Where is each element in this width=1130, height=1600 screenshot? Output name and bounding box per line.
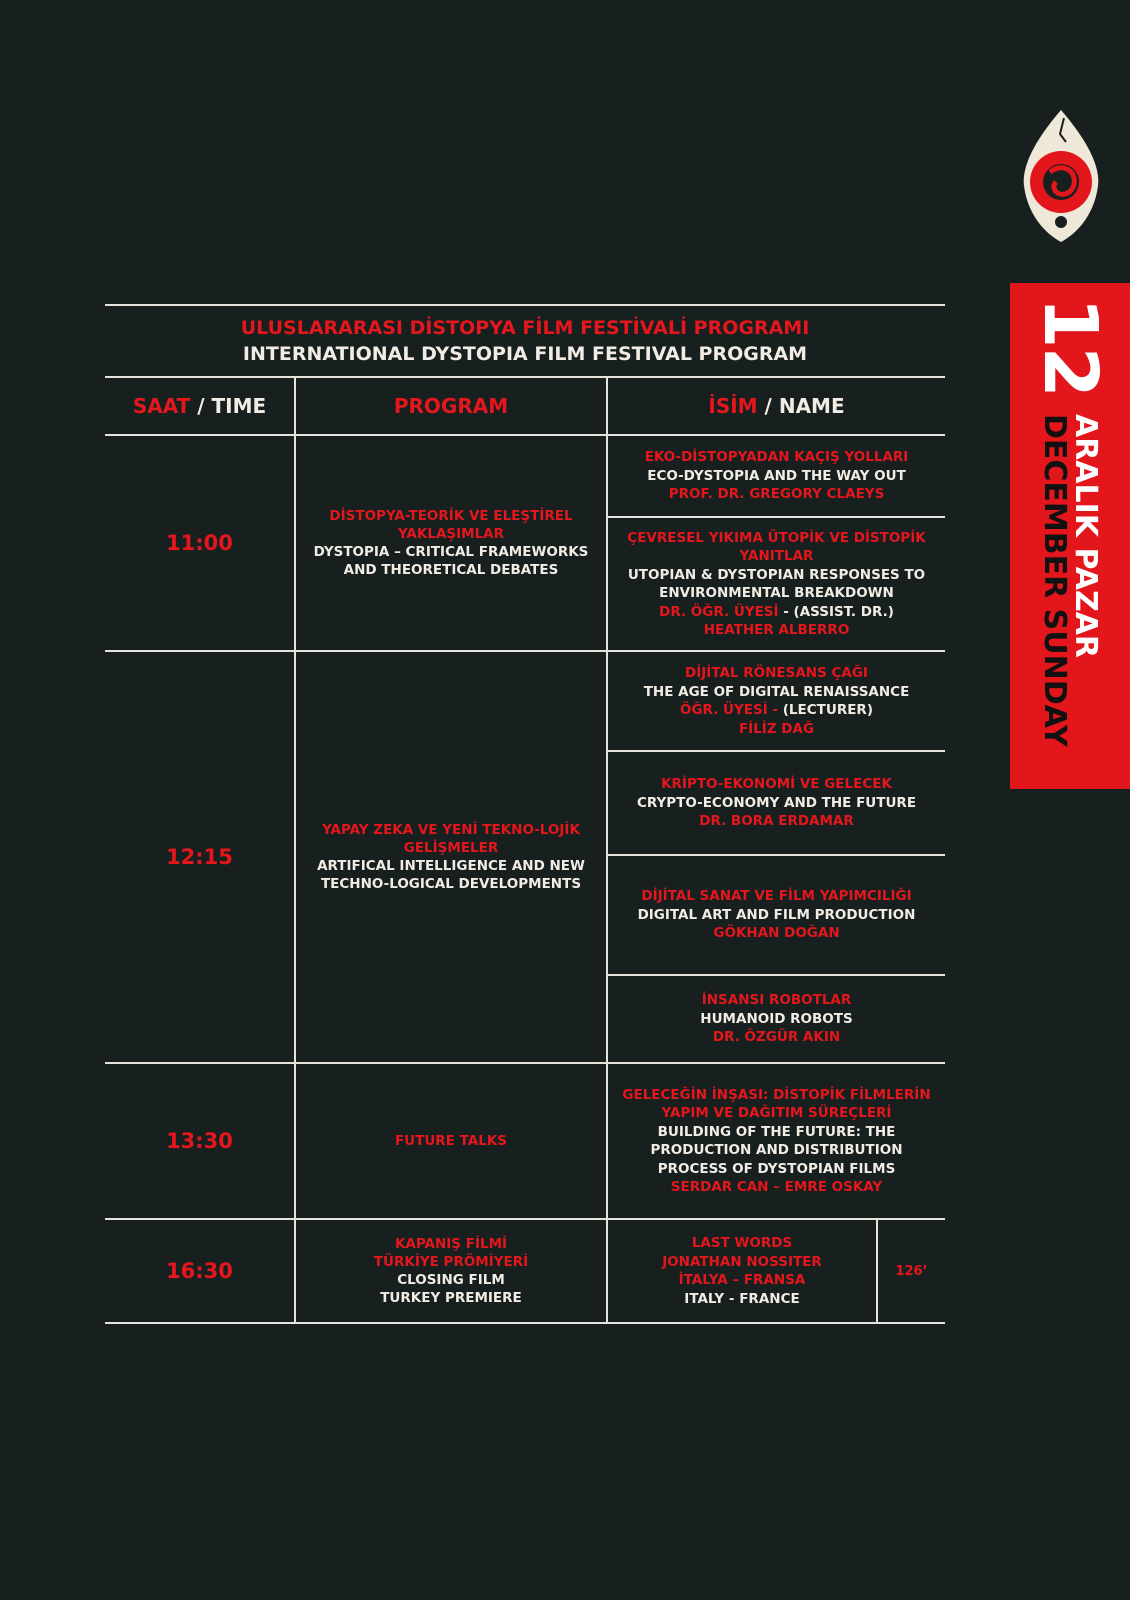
speaker-name: HEATHER ALBERRO xyxy=(703,622,850,638)
speaker-title-en: (LECTURER) xyxy=(778,702,874,718)
talk-title-en: DIGITAL ART AND FILM PRODUCTION xyxy=(637,906,916,923)
film-duration: 126’ xyxy=(877,1219,945,1323)
talk-title-tr: ÇEVRESEL YIKIMA ÜTOPİK VE DİSTOPİK YANITLAR xyxy=(627,529,926,564)
page-title xyxy=(105,305,945,377)
talk-title-tr: EKO-DİSTOPYADAN KAÇIŞ YOLLARI xyxy=(644,449,909,466)
time-cell: 11:00 xyxy=(105,435,295,651)
talk-cell xyxy=(607,517,945,651)
time-cell: 13:30 xyxy=(105,1063,295,1219)
talk-title-en: BUILDING OF THE FUTURE: THE PRODUCTION AND DISTRIBUTION PROCESS OF DYSTOPIAN FILMS xyxy=(650,1123,903,1177)
talk-title-tr: GELECEĞİN İNŞASI: DİSTOPİK FİLMLERİN YAPIM VE DAĞITIM SÜREÇLERİ xyxy=(622,1086,931,1121)
day-en: DECEMBER SUNDAY xyxy=(1037,413,1072,747)
title-en: INTERNATIONAL DYSTOPIA FILM FESTIVAL PROGRAM xyxy=(242,343,808,365)
header-time-en: TIME xyxy=(211,394,267,418)
program-cell: FUTURE TALKS xyxy=(295,1063,607,1219)
film-country-tr: İTALYA – FRANSA xyxy=(678,1272,806,1288)
eye-logo-icon xyxy=(1020,108,1102,244)
talk-cell xyxy=(607,651,945,751)
time-cell: 12:15 xyxy=(105,651,295,1063)
header-separator: / xyxy=(190,394,212,418)
header-program: PROGRAM xyxy=(295,377,607,435)
header-separator: / xyxy=(757,394,779,418)
talk-title-tr: İNSANSI ROBOTLAR xyxy=(701,992,852,1009)
talk-title-tr: DİJİTAL RÖNESANS ÇAĞI xyxy=(685,665,868,681)
talk-title-tr: KRİPTO-EKONOMİ VE GELECEK xyxy=(661,776,892,793)
header-name-en: NAME xyxy=(778,394,845,418)
talk-cell xyxy=(607,435,945,517)
program-tr: YAPAY ZEKA VE YENİ TEKNO-LOJİK GELİŞMELER xyxy=(322,822,580,856)
day-number: 12 xyxy=(1027,297,1113,396)
speaker-name: PROF. DR. GREGORY CLAEYS xyxy=(668,486,885,503)
film-country-en: ITALY - FRANCE xyxy=(684,1290,800,1307)
program-table xyxy=(105,304,945,1324)
program-cell xyxy=(295,651,607,1063)
program-cell xyxy=(295,435,607,651)
talk-title-en: ECO-DYSTOPIA AND THE WAY OUT xyxy=(647,467,906,484)
speaker-title-en: - (ASSIST. DR.) xyxy=(778,603,894,620)
header-name-tr: İSİM xyxy=(708,394,758,418)
talk-cell xyxy=(607,1063,945,1219)
time-cell: 16:30 xyxy=(105,1219,295,1323)
program-en: CLOSING FILM xyxy=(397,1272,505,1288)
date-band xyxy=(1010,283,1130,789)
program-tr: KAPANIŞ FİLMİ xyxy=(394,1236,508,1252)
speaker-name: FİLİZ DAĞ xyxy=(738,720,815,737)
talk-cell xyxy=(607,855,945,975)
header-time xyxy=(105,377,295,435)
speaker-name: GÖKHAN DOĞAN xyxy=(713,925,840,942)
talk-title-en: HUMANOID ROBOTS xyxy=(700,1010,853,1027)
program-tr: DİSTOPYA-TEORİK VE ELEŞTİREL YAKLAŞIMLAR xyxy=(329,508,573,542)
program-en: TURKEY PREMIERE xyxy=(380,1290,522,1306)
talk-title-en: UTOPIAN & DYSTOPIAN RESPONSES TO ENVIRONMENTAL BREAKDOWN xyxy=(627,566,926,601)
film-cell xyxy=(607,1219,877,1323)
program-tr: TÜRKİYE PRÖMİYERİ xyxy=(373,1254,529,1270)
header-time-tr: SAAT xyxy=(132,394,191,418)
talk-title-en: THE AGE OF DIGITAL RENAISSANCE xyxy=(643,683,910,700)
speaker-title-tr: ÖĞR. ÜYESİ - xyxy=(680,702,779,718)
speaker-name: DR. ÖZGÜR AKIN xyxy=(712,1029,841,1046)
program-en: ARTIFICAL INTELLIGENCE AND NEW TECHNO-LOGICAL DEVELOPMENTS xyxy=(317,858,585,892)
speaker-title xyxy=(614,701,939,720)
talk-title-en: CRYPTO-ECONOMY AND THE FUTURE xyxy=(636,794,917,811)
program-cell xyxy=(295,1219,607,1323)
film-title: LAST WORDS xyxy=(691,1235,793,1251)
speaker-title-tr: DR. ÖĞR. ÜYESİ xyxy=(659,603,779,620)
speaker-name: DR. BORA ERDAMAR xyxy=(699,813,854,830)
title-tr: ULUSLARARASI DİSTOPYA FİLM FESTİVALİ PROGRAMI xyxy=(240,317,810,339)
day-tr: ARALIK PAZAR xyxy=(1068,413,1104,659)
talk-cell xyxy=(607,975,945,1063)
speaker-title xyxy=(614,603,939,622)
program-en: DYSTOPIA – CRITICAL FRAMEWORKS AND THEORETICAL DEBATES xyxy=(313,544,589,578)
talk-cell xyxy=(607,751,945,855)
speaker-name: SERDAR CAN – EMRE OSKAY xyxy=(670,1179,883,1195)
talk-title-tr: DİJİTAL SANAT VE FİLM YAPIMCILIĞI xyxy=(641,888,912,905)
film-director: JONATHAN NOSSITER xyxy=(662,1253,822,1270)
header-name xyxy=(607,377,945,435)
